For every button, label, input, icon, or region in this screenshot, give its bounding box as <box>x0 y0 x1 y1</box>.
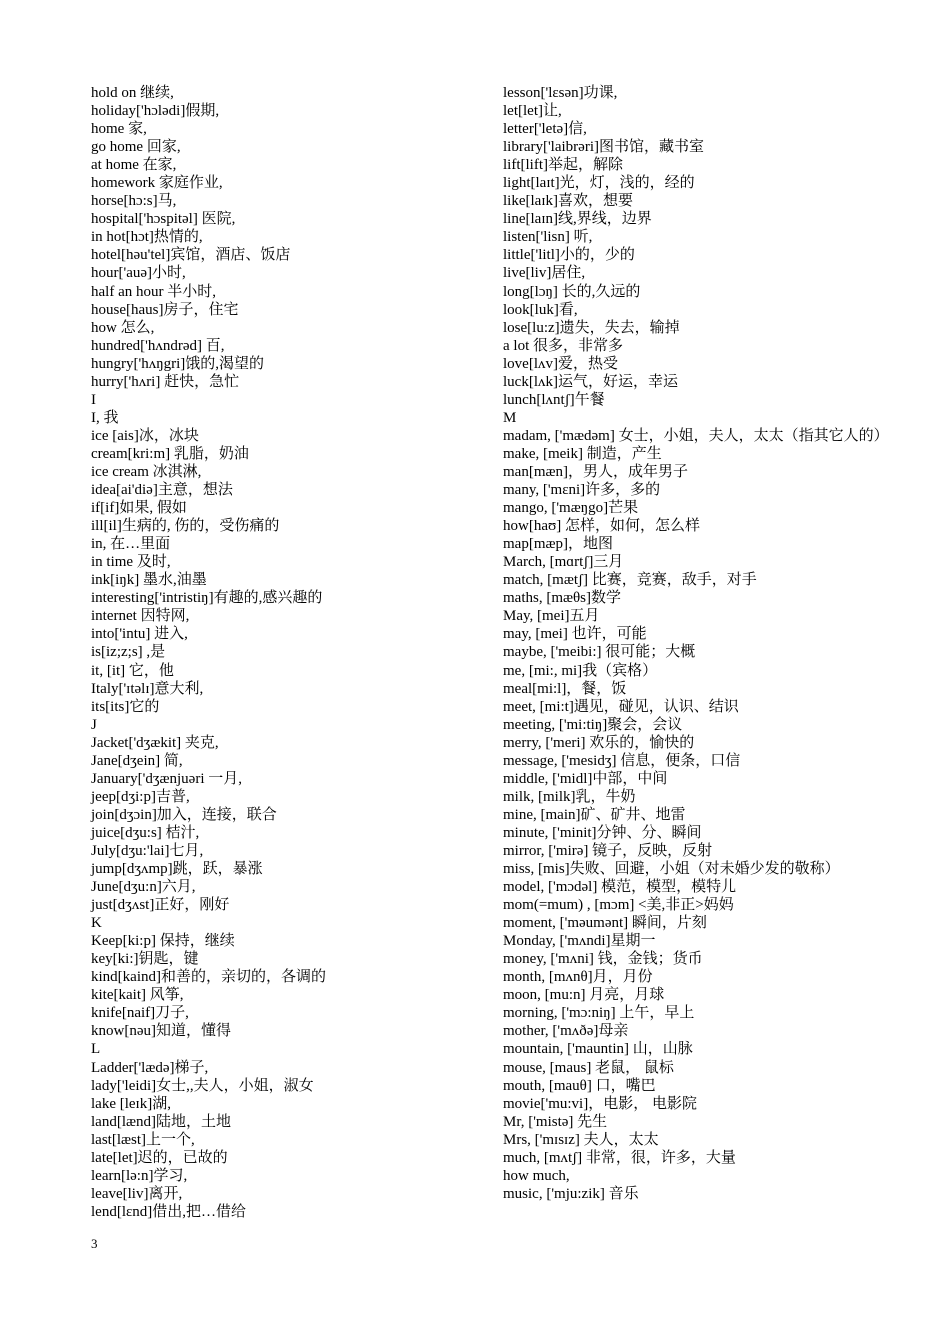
vocab-entry: cream[kri:m] 乳脂，奶油 <box>91 445 249 462</box>
vocab-entry: message, ['mesidʒ] 信息，便条，口信 <box>503 752 741 769</box>
vocab-entry: interesting['intristiŋ]有趣的,感兴趣的 <box>91 590 323 607</box>
vocab-entry: at home 在家, <box>91 157 177 174</box>
vocab-entry: lend[lɛnd]借出,把…借给 <box>91 1203 247 1220</box>
vocab-entry: letter['letə]信, <box>503 121 587 138</box>
vocab-entry: minute, ['minit]分钟、分、瞬间 <box>503 824 702 841</box>
vocab-entry: long[lɔŋ] 长的,久远的 <box>503 283 641 300</box>
vocab-entry: kite[kait] 风筝, <box>91 987 184 1004</box>
vocab-entry: its[its]它的 <box>91 698 160 715</box>
vocab-entry: mine, [main]矿、矿井、地雷 <box>503 806 686 823</box>
vocab-entry: if[if]如果, 假如 <box>91 500 187 517</box>
vocab-entry: madam, ['mædəm] 女士，小姐，夫人，太太（指其它人的） <box>503 427 889 444</box>
vocab-entry: learn[lə:n]学习, <box>91 1167 188 1184</box>
vocab-entry: hungry['hʌŋgri]饿的,渴望的 <box>91 355 265 372</box>
vocab-entry: lunch[lʌntʃ]午餐 <box>503 391 605 408</box>
right-column <box>503 84 903 1203</box>
vocab-entry: live[liv]居住, <box>503 265 586 282</box>
vocab-entry: July[dʒu:'lai]七月, <box>91 842 204 859</box>
vocab-entry: maybe, ['meibi:] 很可能；大概 <box>503 644 696 661</box>
vocab-entry: June[dʒu:n]六月, <box>91 879 196 896</box>
vocab-entry: like[laɪk]喜欢，想要 <box>503 193 633 210</box>
vocab-entry: Jacket['dʒækit] 夹克, <box>91 734 219 751</box>
vocab-entry: man[mæn]，男人，成年男子 <box>503 463 688 480</box>
vocab-entry: mom(=mum) , [mɔm] <美,非正>妈妈 <box>503 897 734 914</box>
vocab-entry: in time 及时, <box>91 554 171 571</box>
vocab-entry: ill[il]生病的, 伤的，受伤痛的 <box>91 518 280 535</box>
vocab-entry: kind[kaind]和善的，亲切的，各调的 <box>91 969 326 986</box>
vocab-entry: make, [meik] 制造，产生 <box>503 445 662 462</box>
vocab-entry: hotel[həu'tel]宾馆，酒店、饭店 <box>91 247 291 264</box>
vocab-entry: land[lænd]陆地，土地 <box>91 1113 231 1130</box>
vocab-entry: moon, [mu:n] 月亮，月球 <box>503 987 665 1004</box>
vocab-entry: hurry['hʌri] 赶快，急忙 <box>91 373 240 390</box>
vocab-entry: jump[dʒʌmp]跳，跃，暴涨 <box>91 861 263 878</box>
vocab-entry: line[laɪn]线,界线，边界 <box>503 211 652 228</box>
vocab-entry: lesson['lɛsən]功课, <box>503 85 618 101</box>
vocab-entry: a lot 很多，非常多 <box>503 337 623 354</box>
vocab-entry: ink[iŋk] 墨水,油墨 <box>91 572 207 589</box>
vocab-entry: January['dʒænjuəri 一月, <box>91 770 242 787</box>
vocab-entry: hour['auə]小时, <box>91 265 186 282</box>
vocab-entry: into['intu] 进入, <box>91 626 188 643</box>
vocab-entry: maths, [mæθs]数学 <box>503 590 622 607</box>
vocab-entry: map[mæp]，地图 <box>503 536 613 553</box>
vocab-entry: in hot[hɔt]热情的, <box>91 229 203 246</box>
vocab-entry: Keep[ki:p] 保持，继续 <box>91 933 235 950</box>
vocab-entry: model, ['mɔdəl] 模范，模型，模特儿 <box>503 879 737 896</box>
vocab-entry: it, [it] 它，他 <box>91 662 174 679</box>
vocab-entry: lady['leidi]女士,,夫人，小姐，淑女 <box>91 1077 314 1094</box>
vocab-entry: in, 在…里面 <box>91 536 171 553</box>
vocab-entry: lake [leɪk]湖, <box>91 1095 171 1112</box>
vocab-entry: mouse, [maus] 老鼠， 鼠标 <box>503 1059 674 1076</box>
vocab-entry: L <box>91 1041 101 1058</box>
vocab-entry: homework 家庭作业, <box>91 175 223 192</box>
vocab-entry: merry, ['meri] 欢乐的，愉快的 <box>503 734 695 751</box>
vocab-entry: I, 我 <box>91 409 119 426</box>
vocab-entry: library['laibrəri]图书馆，藏书室 <box>503 139 704 156</box>
vocab-entry: middle, ['midl]中部，中间 <box>503 770 668 787</box>
vocab-entry: house[haus]房子，住宅 <box>91 301 239 318</box>
vocab-entry: I <box>91 391 96 408</box>
vocab-entry: is[iz;z;s] ,是 <box>91 644 166 661</box>
vocab-entry: late[let]迟的，已故的 <box>91 1149 228 1166</box>
vocab-entry: last[læst]上一个, <box>91 1131 195 1148</box>
vocab-entry: Monday, ['mʌndi]星期一 <box>503 933 656 950</box>
vocab-entry: K <box>91 915 102 932</box>
vocab-entry: meeting, ['mi:tiŋ]聚会，会议 <box>503 716 683 733</box>
vocab-entry: lift[lift]举起，解除 <box>503 157 623 174</box>
vocab-entry: mango, ['mæŋgo]芒果 <box>503 500 639 517</box>
vocab-entry: meal[mi:l]，餐，饭 <box>503 680 627 697</box>
vocab-entry: many, ['mɛni]许多，多的 <box>503 482 661 499</box>
vocab-entry: month, [mʌnθ]月，月份 <box>503 969 653 986</box>
vocab-entry: M <box>503 409 517 426</box>
vocab-entry: knife[naif]刀子, <box>91 1005 189 1022</box>
vocab-entry: much, [mʌtʃ] 非常，很，许多，大量 <box>503 1149 736 1166</box>
vocab-entry: movie['mu:vi]，电影， 电影院 <box>503 1095 697 1112</box>
vocab-entry: mouth, [mauθ] 口，嘴巴 <box>503 1077 656 1094</box>
vocab-entry: Ladder['lædə]梯子, <box>91 1059 209 1076</box>
vocab-entry: key[ki:]钥匙，键 <box>91 951 199 968</box>
vocab-entry: just[dʒʌst]正好，刚好 <box>91 897 230 914</box>
vocab-entry: music, ['mju:zik] 音乐 <box>503 1185 639 1202</box>
vocab-entry: mirror, ['mirə] 镜子，反映，反射 <box>503 842 713 859</box>
vocab-entry: let[let]让, <box>503 103 562 120</box>
vocab-entry: meet, [mi:t]遇见，碰见，认识、结识 <box>503 698 739 715</box>
vocab-entry: holiday['hɔlədi]假期, <box>91 103 220 120</box>
vocab-entry: March, [mɑrtʃ]三月 <box>503 554 624 571</box>
vocab-entry: me, [mi:, mi]我（宾格） <box>503 662 658 679</box>
vocab-entry: miss, [mis]失败、回避，小姐（对未婚少发的敬称） <box>503 861 840 878</box>
vocab-entry: horse[hɔ:s]马, <box>91 193 177 210</box>
vocab-entry: milk, [milk]乳，牛奶 <box>503 788 636 805</box>
vocab-entry: home 家, <box>91 121 147 138</box>
vocab-entry: May, [mei]五月 <box>503 608 600 625</box>
vocab-entry: know[nəu]知道，懂得 <box>91 1023 231 1040</box>
vocab-entry: go home 回家, <box>91 139 181 156</box>
vocab-entry: internet 因特网, <box>91 608 190 625</box>
vocab-entry: hold on 继续, <box>91 85 174 101</box>
vocab-entry: may, [mei] 也许，可能 <box>503 626 647 643</box>
vocab-entry: idea[ai'diə]主意，想法 <box>91 482 233 499</box>
vocab-entry: hospital['hɔspitəl] 医院, <box>91 211 236 228</box>
vocab-entry: Mr, ['mistə] 先生 <box>503 1113 608 1130</box>
vocab-entry: leave[liv]离开, <box>91 1185 183 1202</box>
vocab-entry: little['litl]小的，少的 <box>503 247 635 264</box>
vocab-entry: light[laɪt]光，灯，浅的，经的 <box>503 175 695 192</box>
vocab-entry: match, [mætʃ] 比赛，竞赛，敌手，对手 <box>503 572 757 589</box>
vocab-entry: how 怎么, <box>91 319 155 336</box>
vocab-entry: ice cream 冰淇淋, <box>91 463 202 480</box>
vocab-entry: ice [ais]冰，冰块 <box>91 427 199 444</box>
vocab-entry: mountain, ['mauntin] 山，山脉 <box>503 1041 693 1058</box>
vocab-entry: Mrs, ['mɪsɪz] 夫人，太太 <box>503 1131 659 1148</box>
vocab-entry: how much, <box>503 1167 570 1184</box>
vocab-entry: listen['lisn] 听, <box>503 229 593 246</box>
vocab-entry: jeep[dʒi:p]吉普, <box>91 788 190 805</box>
vocab-entry: lose[lu:z]遗失，失去，输掉 <box>503 319 680 336</box>
vocab-entry: look[luk]看, <box>503 301 578 318</box>
vocab-entry: join[dʒɔin]加入，连接，联合 <box>91 806 277 823</box>
vocab-entry: morning, ['mɔ:niŋ] 上午，早上 <box>503 1005 695 1022</box>
vocab-entry: mother, ['mʌðə]母亲 <box>503 1023 629 1040</box>
vocab-entry: hundred['hʌndrəd] 百, <box>91 337 225 354</box>
vocab-entry: Jane[dʒein] 简, <box>91 752 183 769</box>
vocab-entry: half an hour 半小时, <box>91 283 216 300</box>
vocab-entry: how[haʊ] 怎样，如何，怎么样 <box>503 518 700 535</box>
vocab-entry: money, ['mʌni] 钱，金钱；货币 <box>503 951 703 968</box>
vocab-entry: luck[lʌk]运气，好运，幸运 <box>503 373 678 390</box>
page-number: 3 <box>91 1236 98 1251</box>
left-column <box>91 84 491 1221</box>
vocab-entry: moment, ['məumənt] 瞬间，片刻 <box>503 915 707 932</box>
vocab-entry: juice[dʒu:s] 桔汁, <box>91 824 200 841</box>
vocab-entry: love[lʌv]爱，热受 <box>503 355 618 372</box>
vocab-entry: J <box>91 716 97 733</box>
vocab-entry: Italy['ɪtəlɪ]意大利, <box>91 680 204 697</box>
